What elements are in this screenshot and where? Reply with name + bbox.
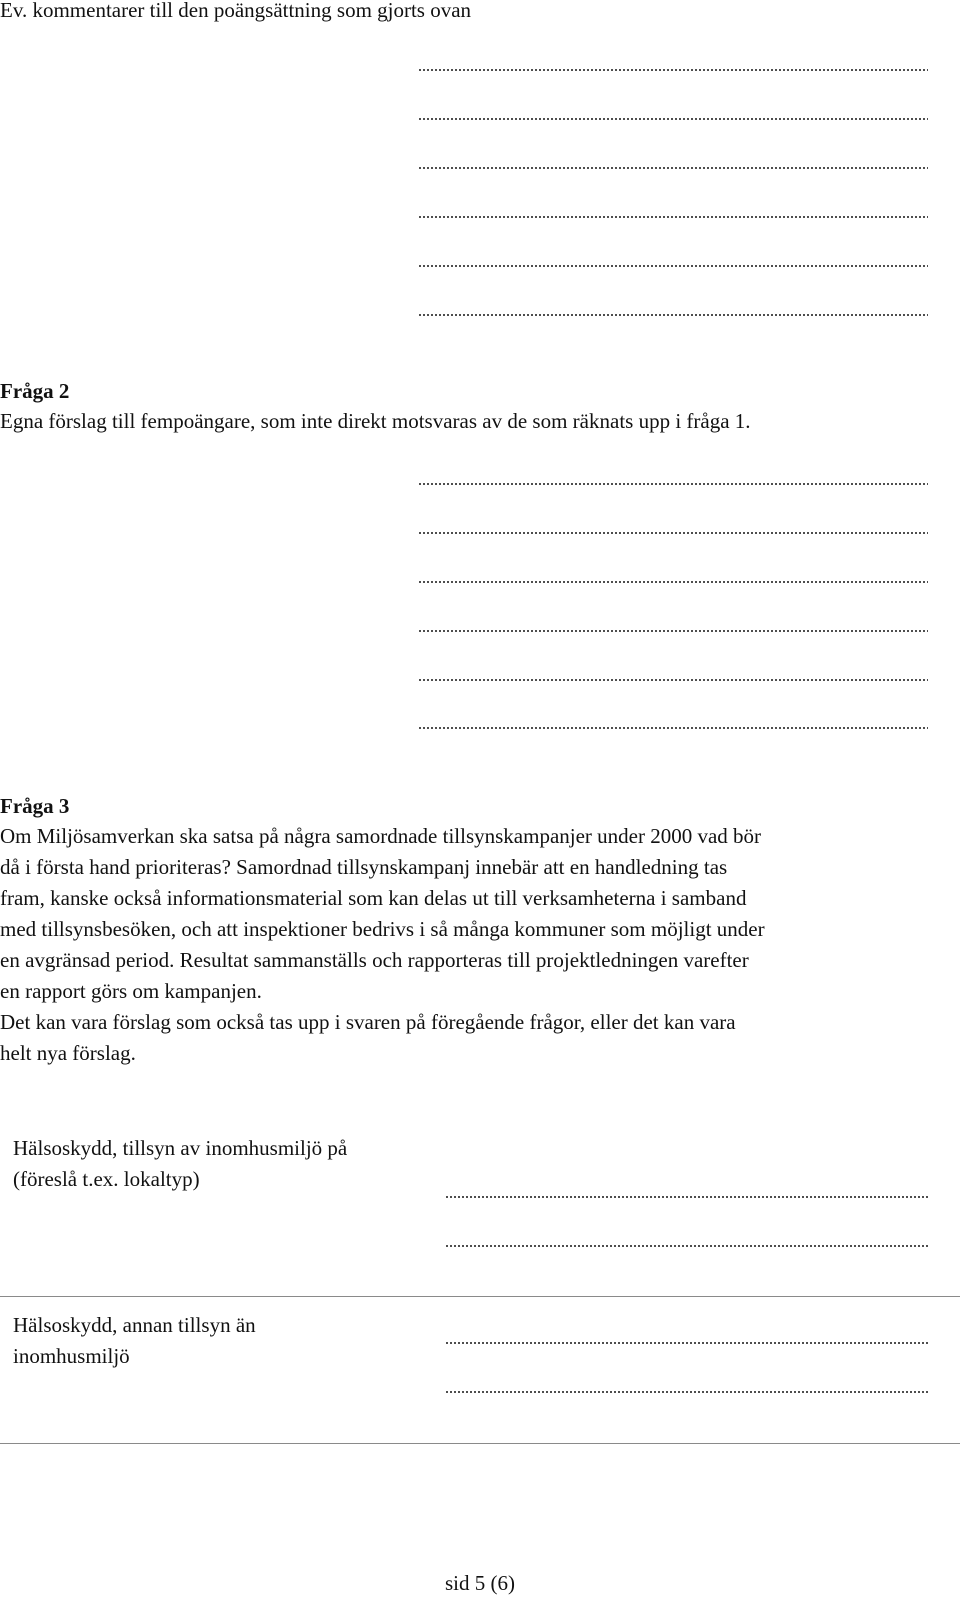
answer-line[interactable] <box>418 483 928 485</box>
item-1-answer-line[interactable] <box>445 1196 928 1198</box>
item-2-line-2: inomhusmiljö <box>13 1344 130 1368</box>
answer-line[interactable] <box>418 727 928 729</box>
answer-line[interactable] <box>418 69 928 71</box>
item-2-answer-line[interactable] <box>445 1342 928 1344</box>
paragraph-line: Om Miljösamverkan ska satsa på några samordnade tillsynskampanjer under 2000 vad bör <box>0 824 762 848</box>
answer-line[interactable] <box>418 630 928 632</box>
section-divider <box>0 1443 960 1444</box>
question-3-paragraph <box>0 821 955 1069</box>
item-1-line-2: (föreslå t.ex. lokaltyp) <box>13 1167 200 1191</box>
paragraph-line: fram, kanske också informationsmaterial som kan delas ut till verksamheterna i samband <box>0 886 747 910</box>
item-2-answer-line[interactable] <box>445 1391 928 1393</box>
item-1-answer-line[interactable] <box>445 1245 928 1247</box>
answer-line[interactable] <box>418 216 928 218</box>
question-2-text: Egna förslag till fempoängare, som inte direkt motsvaras av de som räknats upp i fråga 1. <box>0 409 751 433</box>
paragraph-line: helt nya förslag. <box>0 1041 136 1065</box>
answer-line[interactable] <box>418 679 928 681</box>
section-divider <box>0 1296 960 1297</box>
paragraph-line: Det kan vara förslag som också tas upp i svaren på föregående frågor, eller det kan vara <box>0 1010 736 1034</box>
question-3-title: Fråga 3 <box>0 794 70 818</box>
question-2-title: Fråga 2 <box>0 379 70 403</box>
answer-line[interactable] <box>418 118 928 120</box>
answer-line[interactable] <box>418 581 928 583</box>
answer-line[interactable] <box>418 167 928 169</box>
paragraph-line: då i första hand prioriteras? Samordnad tillsynskampanj innebär att en handledning tas <box>0 855 728 879</box>
item-2-line-1: Hälsoskydd, annan tillsyn än <box>13 1313 256 1337</box>
item-1-label <box>13 1133 347 1195</box>
answer-line[interactable] <box>418 265 928 267</box>
answer-line[interactable] <box>418 314 928 316</box>
paragraph-line: med tillsynsbesöken, och att inspektioner bedrivs i så många kommuner som möjligt under <box>0 917 765 941</box>
item-2-label <box>13 1310 256 1372</box>
page-number: sid 5 (6) <box>445 1571 515 1595</box>
comment-prompt: Ev. kommentarer till den poängsättning som gjorts ovan <box>0 0 472 22</box>
paragraph-line: en rapport görs om kampanjen. <box>0 979 262 1003</box>
answer-line[interactable] <box>418 532 928 534</box>
item-1-line-1: Hälsoskydd, tillsyn av inomhusmiljö på <box>13 1136 348 1160</box>
paragraph-line: en avgränsad period. Resultat sammanställs och rapporteras till projektledningen varefter <box>0 948 749 972</box>
